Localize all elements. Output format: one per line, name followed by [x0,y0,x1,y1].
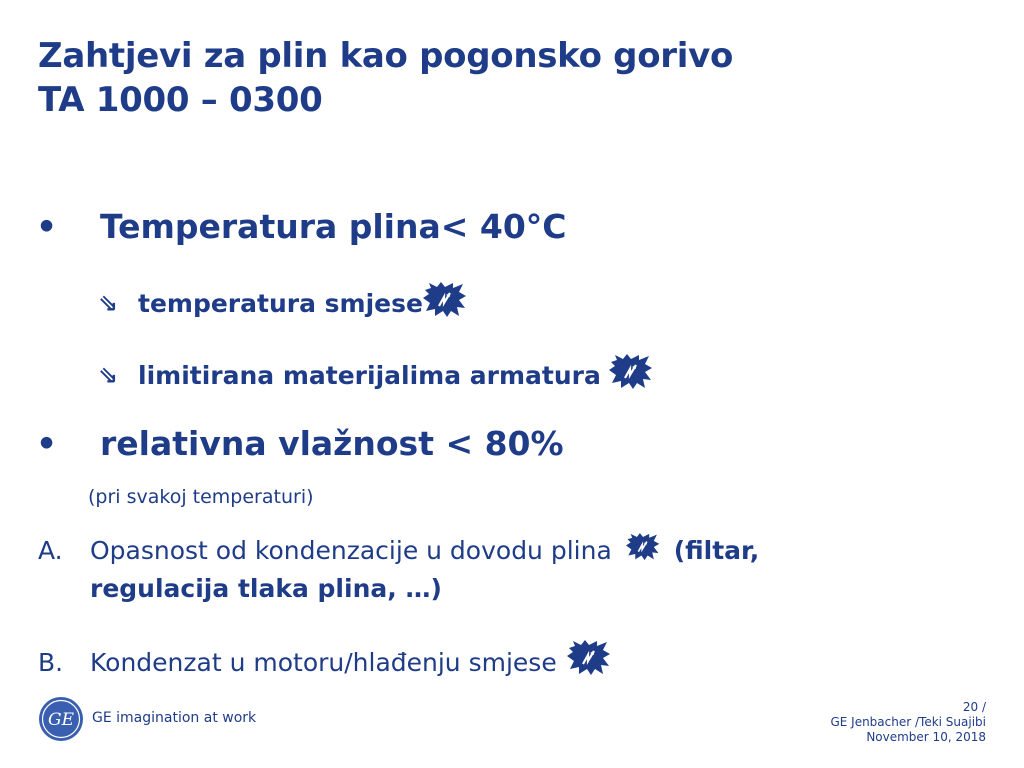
slide-title [38,34,733,122]
item-text: Kondenzat u motoru/hlađenju smjese [90,648,557,677]
bullet-dot: • [36,207,58,246]
slide-footer [830,700,986,745]
bullet-humidity [36,424,564,463]
item-bold-text-continued: regulacija tlaka plina, …) [90,574,442,603]
arrow-down-right-icon: ⇘ [98,289,119,317]
lightning-burst-icon [609,354,653,396]
slide-title-line1: Zahtjevi za plin kao pogonsko gorivo [38,36,733,76]
bullet-text: relativna vlažnost < 80% [100,424,564,463]
subitem-text: limitirana materijalima armatura [138,360,601,390]
footer-date: November 10, 2018 [866,730,986,744]
bullet-temperature [36,207,567,246]
lightning-burst-icon [626,533,660,571]
list-item-b [38,640,611,686]
item-letter: A. [38,536,63,565]
subitem-mixture-temperature [98,282,467,324]
footer-author: GE Jenbacher /Teki Suajibi [830,715,986,729]
arrow-down-right-icon: ⇘ [98,361,119,389]
lightning-burst-icon [567,640,611,686]
bullet-dot: • [36,424,58,463]
page-number: 20 / [962,700,986,714]
item-text: Opasnost od kondenzacije u dovodu plina [90,536,612,565]
item-bold-text: (filtar, [673,536,760,565]
slide-title-line2: TA 1000 – 0300 [38,80,323,120]
lightning-burst-icon [423,282,467,324]
humidity-note: (pri svakoj temperaturi) [88,486,314,508]
brand-tagline: GE imagination at work [92,710,257,726]
item-letter: B. [38,648,64,677]
subitem-material-limit [98,354,653,396]
svg-text:GE: GE [48,710,74,730]
subitem-text: temperatura smjese [138,288,423,318]
ge-monogram-logo [38,696,84,742]
bullet-text: Temperatura plina< 40°C [100,207,567,246]
list-item-a [38,533,898,607]
